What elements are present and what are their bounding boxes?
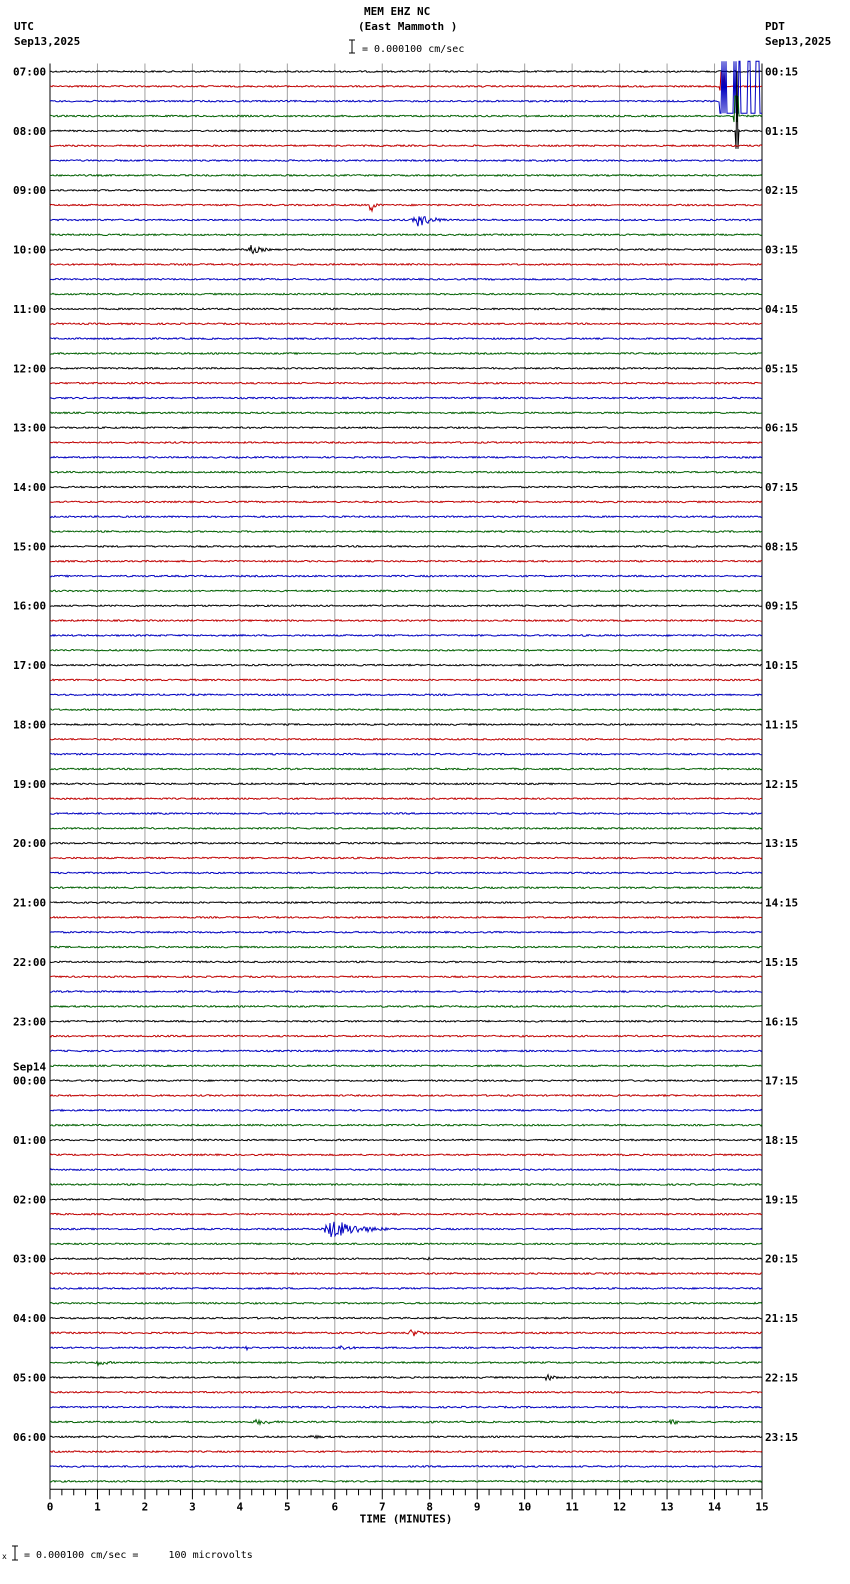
pdt-label-40: 10:15 bbox=[765, 659, 799, 673]
trace-row-75 bbox=[50, 1184, 762, 1186]
x-tick-label-4: 4 bbox=[236, 1500, 244, 1514]
trace-row-45 bbox=[50, 739, 762, 741]
pdt-label-80: 20:15 bbox=[765, 1252, 799, 1266]
trace-row-18 bbox=[50, 338, 762, 340]
trace-row-71 bbox=[50, 1124, 762, 1126]
pdt-label-60: 15:15 bbox=[765, 955, 799, 969]
pdt-label-76: 19:15 bbox=[765, 1193, 799, 1207]
trace-row-64 bbox=[50, 1021, 762, 1023]
trace-row-26 bbox=[50, 457, 762, 459]
trace-row-34 bbox=[50, 575, 762, 577]
trace-row-49 bbox=[50, 798, 762, 800]
trace-row-50 bbox=[50, 813, 762, 815]
trace-row-51 bbox=[50, 828, 762, 830]
left-date: Sep13,2025 bbox=[14, 35, 81, 48]
x-tick-label-7: 7 bbox=[378, 1500, 386, 1514]
trace-row-44 bbox=[50, 724, 762, 726]
scale-label: = 0.000100 cm/sec bbox=[362, 44, 465, 55]
trace-row-11 bbox=[50, 234, 762, 236]
trace-row-89 bbox=[50, 1392, 762, 1394]
trace-row-38 bbox=[50, 635, 762, 637]
trace-row-4 bbox=[50, 71, 762, 149]
x-tick-label-2: 2 bbox=[141, 1500, 149, 1514]
utc-label-8: 09:00 bbox=[13, 184, 47, 198]
trace-row-19 bbox=[50, 353, 762, 355]
trace-row-25 bbox=[50, 442, 762, 444]
grid bbox=[50, 64, 762, 1490]
left-timezone: UTC bbox=[14, 20, 34, 33]
trace-row-43 bbox=[50, 709, 762, 711]
trace-row-39 bbox=[50, 650, 762, 652]
utc-label-84: 04:00 bbox=[13, 1312, 47, 1326]
trace-row-86 bbox=[50, 1346, 762, 1350]
trace-row-88 bbox=[50, 1375, 762, 1380]
trace-row-59 bbox=[50, 946, 762, 948]
pdt-label-56: 14:15 bbox=[765, 896, 799, 910]
trace-row-56 bbox=[50, 902, 762, 904]
trace-row-55 bbox=[50, 887, 762, 889]
trace-row-73 bbox=[50, 1154, 762, 1156]
x-tick-label-8: 8 bbox=[426, 1500, 434, 1514]
trace-row-0 bbox=[50, 71, 762, 73]
x-axis-label: TIME (MINUTES) bbox=[359, 1512, 453, 1526]
trace-row-36 bbox=[50, 605, 762, 607]
trace-row-53 bbox=[50, 857, 762, 859]
utc-label-44: 18:00 bbox=[13, 718, 47, 732]
trace-row-91 bbox=[50, 1420, 762, 1425]
trace-row-15 bbox=[50, 293, 762, 295]
trace-row-80 bbox=[50, 1258, 762, 1260]
pdt-label-68: 17:15 bbox=[765, 1074, 799, 1088]
utc-label-24: 13:00 bbox=[13, 421, 47, 435]
trace-row-30 bbox=[50, 516, 762, 518]
trace-row-42 bbox=[50, 694, 762, 696]
trace-row-37 bbox=[50, 620, 762, 622]
x-tick-label-13: 13 bbox=[660, 1500, 674, 1514]
x-tick-label-3: 3 bbox=[189, 1500, 196, 1514]
station-location: (East Mammoth ) bbox=[358, 20, 458, 33]
trace-row-40 bbox=[50, 664, 762, 666]
trace-row-12 bbox=[50, 245, 762, 253]
trace-row-20 bbox=[50, 368, 762, 370]
trace-row-62 bbox=[50, 991, 762, 993]
trace-row-47 bbox=[50, 768, 762, 770]
trace-row-7 bbox=[50, 175, 762, 177]
utc-label-20: 12:00 bbox=[13, 362, 47, 376]
pdt-label-36: 09:15 bbox=[765, 599, 799, 613]
x-tick-label-12: 12 bbox=[612, 1500, 627, 1514]
trace-row-48 bbox=[50, 783, 762, 785]
utc-label-36: 16:00 bbox=[13, 599, 47, 613]
pdt-label-72: 18:15 bbox=[765, 1133, 799, 1147]
utc-date-label: Sep14 bbox=[13, 1060, 47, 1074]
trace-row-68 bbox=[50, 1080, 762, 1082]
trace-row-6 bbox=[50, 160, 762, 162]
trace-row-14 bbox=[50, 279, 762, 281]
trace-row-84 bbox=[50, 1317, 762, 1319]
trace-row-87 bbox=[50, 1362, 762, 1366]
x-tick-label-9: 9 bbox=[473, 1500, 481, 1514]
utc-label-76: 02:00 bbox=[13, 1193, 47, 1207]
utc-label-40: 17:00 bbox=[13, 659, 47, 673]
pdt-label-88: 22:15 bbox=[765, 1371, 799, 1385]
trace-row-9 bbox=[50, 204, 762, 211]
trace-row-90 bbox=[50, 1406, 762, 1408]
trace-row-29 bbox=[50, 501, 762, 503]
pdt-label-20: 05:15 bbox=[765, 362, 799, 376]
utc-label-16: 11:00 bbox=[13, 302, 47, 316]
footer-scale-prefix: x bbox=[2, 1552, 7, 1561]
pdt-label-0: 00:15 bbox=[765, 65, 799, 79]
utc-label-12: 10:00 bbox=[13, 243, 47, 257]
trace-row-72 bbox=[50, 1139, 762, 1141]
trace-row-94 bbox=[50, 1466, 762, 1468]
utc-label-88: 05:00 bbox=[13, 1371, 47, 1385]
utc-label-52: 20:00 bbox=[13, 837, 47, 851]
trace-row-83 bbox=[50, 1302, 762, 1304]
pdt-label-92: 23:15 bbox=[765, 1430, 799, 1444]
trace-row-79 bbox=[50, 1243, 762, 1245]
trace-row-52 bbox=[50, 842, 762, 844]
utc-label-92: 06:00 bbox=[13, 1430, 47, 1444]
trace-row-23 bbox=[50, 412, 762, 414]
trace-row-76 bbox=[50, 1199, 762, 1201]
traces bbox=[50, 61, 762, 1482]
trace-row-82 bbox=[50, 1288, 762, 1290]
trace-row-5 bbox=[50, 145, 762, 147]
pdt-label-28: 07:15 bbox=[765, 481, 799, 495]
trace-row-46 bbox=[50, 753, 762, 755]
trace-row-70 bbox=[50, 1110, 762, 1112]
x-tick-label-6: 6 bbox=[331, 1500, 339, 1514]
trace-row-77 bbox=[50, 1213, 762, 1215]
x-tick-label-0: 0 bbox=[46, 1500, 54, 1514]
utc-label-48: 19:00 bbox=[13, 777, 47, 791]
utc-label-4: 08:00 bbox=[13, 124, 47, 138]
trace-row-33 bbox=[50, 560, 762, 562]
trace-row-16 bbox=[50, 308, 762, 310]
trace-row-22 bbox=[50, 397, 762, 399]
trace-row-35 bbox=[50, 590, 762, 592]
trace-row-92 bbox=[50, 1436, 762, 1439]
trace-row-41 bbox=[50, 679, 762, 681]
pdt-label-4: 01:15 bbox=[765, 124, 799, 138]
utc-label-0: 07:00 bbox=[13, 65, 47, 79]
trace-row-24 bbox=[50, 427, 762, 429]
trace-row-8 bbox=[50, 189, 762, 191]
trace-row-28 bbox=[50, 486, 762, 488]
trace-row-58 bbox=[50, 931, 762, 933]
trace-row-17 bbox=[50, 323, 762, 325]
utc-label-32: 15:00 bbox=[13, 540, 47, 554]
trace-row-60 bbox=[50, 961, 762, 963]
utc-label-28: 14:00 bbox=[13, 481, 47, 495]
x-tick-label-1: 1 bbox=[94, 1500, 101, 1514]
utc-label-64: 23:00 bbox=[13, 1015, 47, 1029]
utc-label-72: 01:00 bbox=[13, 1133, 47, 1147]
trace-row-31 bbox=[50, 531, 762, 533]
trace-row-65 bbox=[50, 1035, 762, 1037]
pdt-label-64: 16:15 bbox=[765, 1015, 799, 1029]
utc-label-80: 03:00 bbox=[13, 1252, 47, 1266]
x-tick-label-15: 15 bbox=[755, 1500, 769, 1514]
pdt-label-16: 04:15 bbox=[765, 302, 799, 316]
trace-row-21 bbox=[50, 382, 762, 384]
trace-row-13 bbox=[50, 264, 762, 266]
trace-row-54 bbox=[50, 872, 762, 874]
pdt-label-84: 21:15 bbox=[765, 1312, 799, 1326]
x-tick-label-10: 10 bbox=[518, 1500, 532, 1514]
x-tick-label-14: 14 bbox=[707, 1500, 722, 1514]
trace-row-63 bbox=[50, 1006, 762, 1008]
footer-scale-label: = 0.000100 cm/sec = 100 microvolts bbox=[24, 1550, 253, 1561]
pdt-label-44: 11:15 bbox=[765, 718, 799, 732]
trace-row-69 bbox=[50, 1095, 762, 1097]
trace-row-66 bbox=[50, 1050, 762, 1052]
trace-row-78 bbox=[50, 1222, 762, 1237]
trace-row-1 bbox=[50, 72, 762, 90]
x-axis bbox=[47, 1489, 769, 1525]
x-tick-label-5: 5 bbox=[284, 1500, 291, 1514]
utc-label-60: 22:00 bbox=[13, 955, 47, 969]
trace-row-2 bbox=[50, 61, 762, 113]
station-title: MEM EHZ NC bbox=[364, 5, 431, 18]
right-date: Sep13,2025 bbox=[765, 35, 832, 48]
pdt-label-48: 12:15 bbox=[765, 777, 799, 791]
trace-row-95 bbox=[50, 1481, 762, 1483]
x-tick-label-11: 11 bbox=[565, 1500, 579, 1514]
trace-row-67 bbox=[50, 1065, 762, 1067]
pdt-label-24: 06:15 bbox=[765, 421, 799, 435]
trace-row-57 bbox=[50, 917, 762, 919]
pdt-label-52: 13:15 bbox=[765, 837, 799, 851]
trace-row-74 bbox=[50, 1169, 762, 1171]
pdt-label-8: 02:15 bbox=[765, 184, 799, 198]
trace-row-61 bbox=[50, 976, 762, 978]
pdt-label-12: 03:15 bbox=[765, 243, 799, 257]
utc-label-56: 21:00 bbox=[13, 896, 47, 910]
trace-row-81 bbox=[50, 1273, 762, 1275]
trace-row-85 bbox=[50, 1330, 762, 1336]
right-timezone: PDT bbox=[765, 20, 785, 33]
trace-row-93 bbox=[50, 1451, 762, 1453]
trace-row-32 bbox=[50, 546, 762, 548]
trace-row-27 bbox=[50, 471, 762, 473]
trace-row-10 bbox=[50, 216, 762, 226]
utc-label-68: 00:00 bbox=[13, 1074, 47, 1088]
pdt-label-32: 08:15 bbox=[765, 540, 799, 554]
